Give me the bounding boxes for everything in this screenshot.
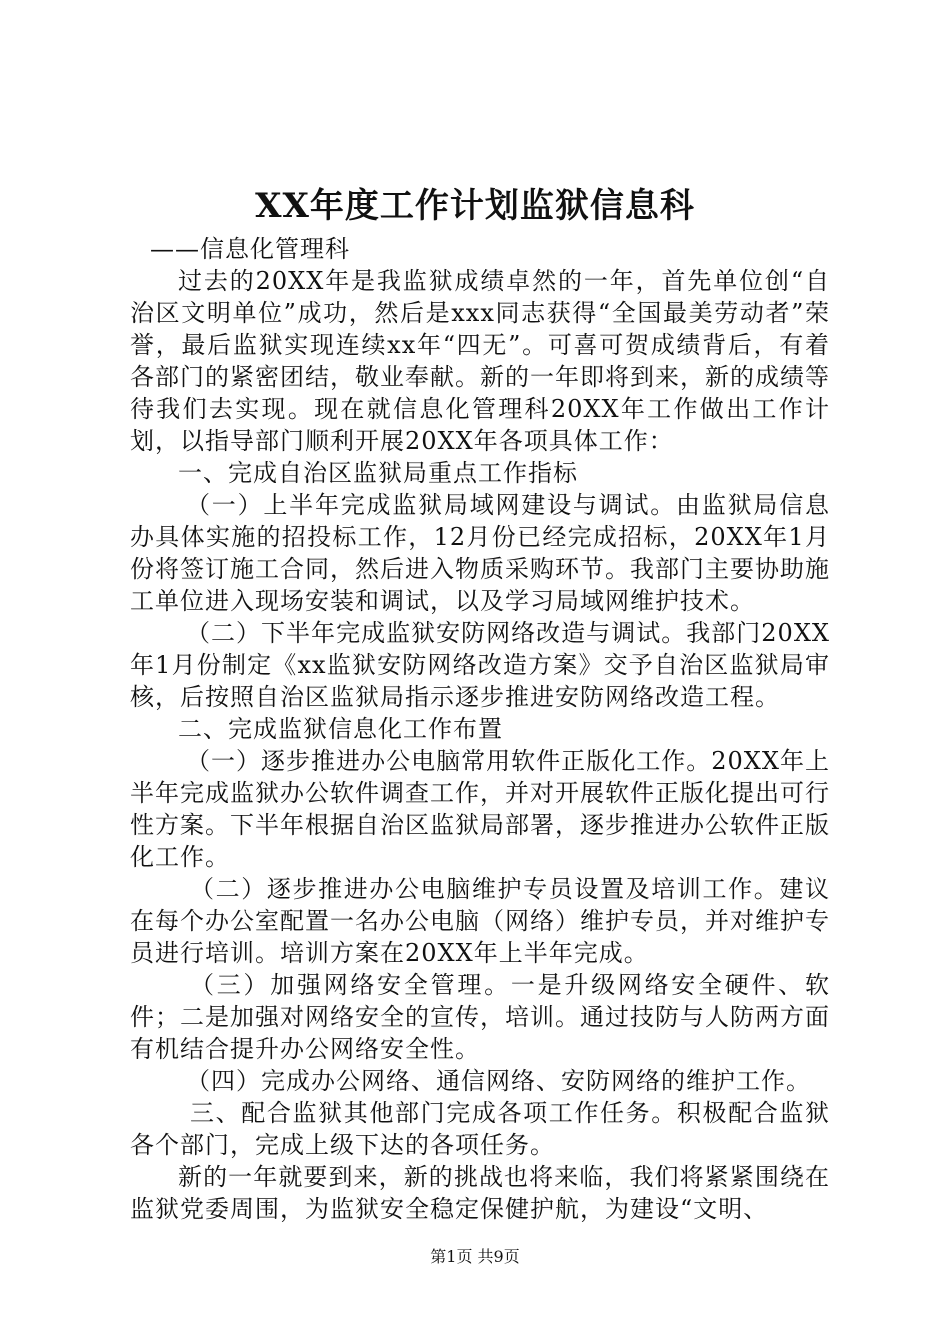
document-subtitle: ——信息化管理科 <box>150 235 350 263</box>
paragraph-intro: 过去的20XX年是我监狱成绩卓然的一年，首先单位创“自治区文明单位”成功，然后是xxx同志获得“全国最美劳动者”荣誉，最后监狱实现连续xx年“四无”。可喜可贺成绩背后，有着各部门的紧密团结，敬业奉献。新的一年即将到来，新的成绩等待我们去实现。现在就信息化管理科20XX年工作做出工作计划，以指导部门顺利开展20XX年各项具体工作： <box>130 267 830 455</box>
document-title: XX年度工作计划监狱信息科 <box>255 186 695 226</box>
page-footer: 第1页 共9页 <box>430 1247 520 1266</box>
paragraph-2-2: （二）逐步推进办公电脑维护专员设置及培训工作。建议在每个办公室配置一名办公电脑（网络）维护专员，并对维护专员进行培训。培训方案在20XX年上半年完成。 <box>130 875 830 967</box>
document-body <box>130 233 830 1225</box>
paragraph-2-3: （三）加强网络安全管理。一是升级网络安全硬件、软件；二是加强对网络安全的宣传，培训。通过技防与人防两方面有机结合提升办公网络安全性。 <box>130 971 830 1063</box>
paragraph-1-2: （二）下半年完成监狱安防网络改造与调试。我部门20XX年1月份制定《xx监狱安防网络改造方案》交予自治区监狱局审核，后按照自治区监狱局指示逐步推进安防网络改造工程。 <box>130 619 830 711</box>
section-heading-3: 三、配合监狱其他部门完成各项工作任务。积极配合监狱各个部门，完成上级下达的各项任务。 <box>130 1099 830 1159</box>
section-heading-2: 二、完成监狱信息化工作布置 <box>178 715 503 743</box>
paragraph-1-1: （一）上半年完成监狱局域网建设与调试。由监狱局信息办具体实施的招投标工作，12月份已经完成招标，20XX年1月份将签订施工合同，然后进入物质采购环节。我部门主要协助施工单位进入现场安装和调试，以及学习局域网维护技术。 <box>130 491 830 615</box>
paragraph-2-1: （一）逐步推进办公电脑常用软件正版化工作。20XX年上半年完成监狱办公软件调查工作，并对开展软件正版化提出可行性方案。下半年根据自治区监狱局部署，逐步推进办公软件正版化工作。 <box>130 747 830 871</box>
paragraph-2-4: （四）完成办公网络、通信网络、安防网络的维护工作。 <box>186 1067 811 1095</box>
paragraph-closing: 新的一年就要到来，新的挑战也将来临，我们将紧紧围绕在监狱党委周围，为监狱安全稳定保健护航，为建设“文明、 <box>130 1163 830 1223</box>
section-heading-1: 一、完成自治区监狱局重点工作指标 <box>178 459 578 487</box>
